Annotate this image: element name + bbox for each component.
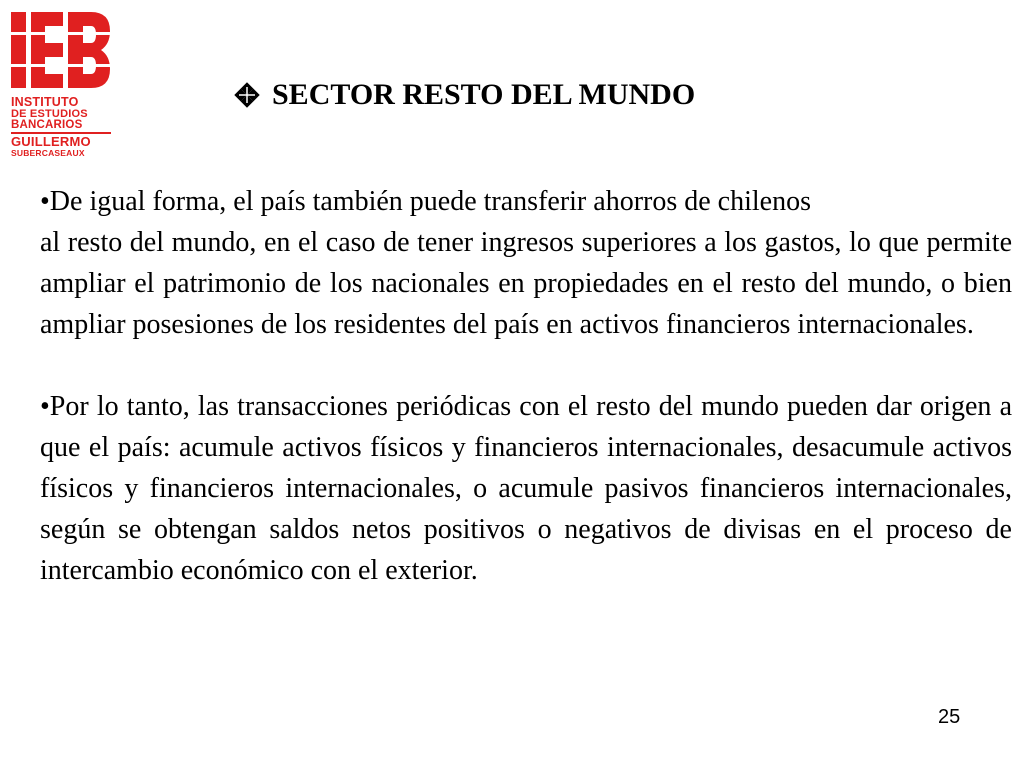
slide-title — [234, 78, 695, 112]
logo-line-de-estudios: DE ESTUDIOS — [11, 107, 88, 120]
logo-line-guillermo: GUILLERMO — [11, 134, 91, 149]
slide-title-text: SECTOR RESTO DEL MUNDO — [272, 78, 696, 111]
logo-line-instituto: INSTITUTO — [11, 95, 79, 109]
logo-mark-icon — [11, 12, 111, 92]
paragraph-1-first-line: •De igual forma, el país también puede transferir ahorros de chilenos — [40, 186, 811, 217]
diamond-bullet-icon — [234, 82, 260, 108]
slide-body — [40, 181, 1012, 591]
institute-logo — [11, 12, 111, 162]
paragraph-1 — [40, 181, 1012, 345]
paragraph-1-text: al resto del mundo, en el caso de tener ingresos superiores a los gastos, lo que permite ampliar el patrimonio de los nacionales en propiedades en el resto del mundo, o bien ampliar posesiones de los residentes del país en activos financieros internacionales. — [40, 227, 1012, 340]
logo-text — [11, 96, 111, 158]
page-number: 25 — [938, 706, 961, 728]
logo-line-bancarios: BANCARIOS — [11, 118, 83, 131]
logo-line-subercaseaux: SUBERCASEAUX — [11, 148, 85, 158]
paragraph-2: •Por lo tanto, las transacciones periódicas con el resto del mundo pueden dar origen a que el país: acumule activos físicos y financieros internacionales, desacumule activos físicos y financieros internacionales, o acumule pasivos financieros internacionales, según se obtengan saldos netos positivos o negativos de divisas en el proceso de intercambio económico con el exterior. — [40, 391, 1012, 586]
